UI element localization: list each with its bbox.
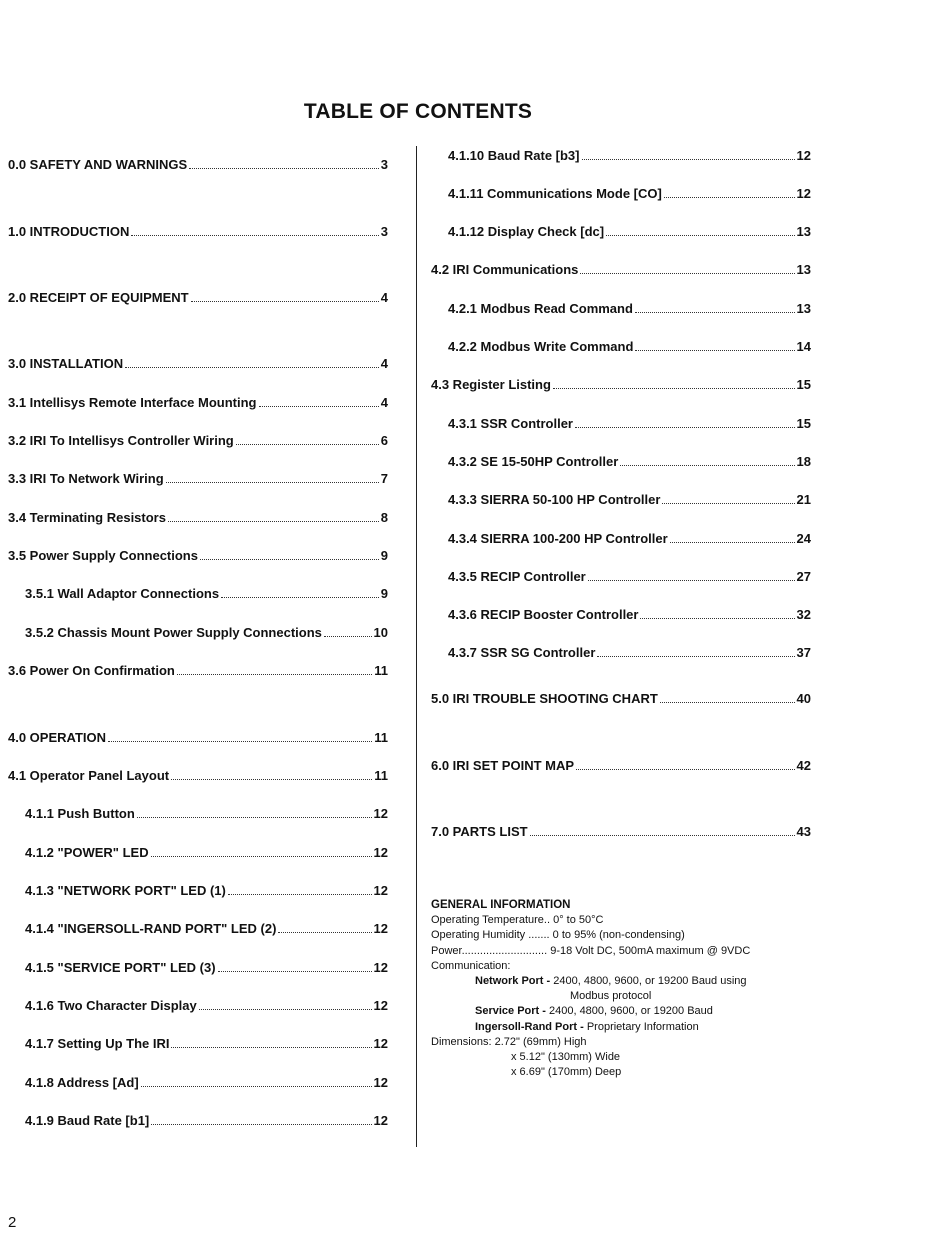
toc-entry-page: 11 [374, 768, 388, 783]
toc-entry-label: 4.1.12 Display Check [dc] [448, 224, 605, 239]
toc-entry-label: 4.1.2 "POWER" LED [25, 845, 149, 860]
right-toc-entry[interactable] [431, 262, 811, 278]
toc-entry-label: 4.2 IRI Communications [431, 262, 579, 277]
toc-entry-page: 27 [796, 569, 811, 584]
dot-leader [635, 301, 795, 313]
toc-entry-page: 21 [796, 492, 811, 507]
power-value: 9-18 Volt DC, 500mA maximum @ 9VDC [550, 944, 751, 957]
left-toc-entry[interactable] [25, 845, 388, 861]
dot-leader [171, 1036, 371, 1048]
network-port-value-2: Modbus protocol [570, 990, 652, 1003]
right-toc-entry[interactable] [448, 148, 811, 164]
general-info-heading: GENERAL INFORMATION [431, 899, 571, 911]
toc-entry-label: 4.1.5 "SERVICE PORT" LED (3) [25, 960, 216, 975]
power-row [431, 944, 750, 959]
left-toc-entry[interactable] [25, 1036, 388, 1052]
left-toc-entry[interactable] [25, 960, 388, 976]
dot-leader [151, 1113, 371, 1125]
toc-entry-page: 7 [380, 471, 388, 486]
toc-entry-label: 3.4 Terminating Resistors [8, 510, 166, 525]
left-toc-entry[interactable] [25, 1075, 388, 1091]
right-toc-entry[interactable] [448, 531, 811, 547]
ingersoll-rand-port-row [431, 1020, 750, 1035]
right-toc-entry[interactable] [448, 645, 811, 661]
left-toc-entry[interactable] [8, 433, 388, 449]
right-toc-entry[interactable] [448, 416, 811, 432]
left-toc-entry[interactable] [8, 471, 388, 487]
left-toc-entry[interactable] [8, 663, 388, 679]
dot-leader [597, 645, 794, 657]
toc-entry-label: 3.3 IRI To Network Wiring [8, 471, 164, 486]
toc-entry-page: 12 [373, 960, 388, 975]
toc-entry-label: 4.3 Register Listing [431, 377, 551, 392]
dot-leader [606, 224, 794, 236]
right-toc-entry[interactable] [431, 758, 811, 774]
dot-leader [620, 454, 794, 466]
toc-entry-page: 8 [380, 510, 388, 525]
operating-temperature-row [431, 913, 750, 928]
toc-entry-label: 4.1.1 Push Button [25, 806, 135, 821]
dot-leader [125, 356, 379, 368]
dimensions-label: Dimensions: [431, 1035, 492, 1048]
dot-leader [553, 377, 795, 389]
communication-label: Communication: [431, 959, 511, 972]
toc-entry-page: 3 [380, 157, 388, 172]
dot-leader [189, 157, 379, 169]
dot-leader [635, 339, 794, 351]
toc-entry-label: 4.1.11 Communications Mode [CO] [448, 186, 662, 201]
toc-entry-label: 4.1.9 Baud Rate [b1] [25, 1113, 150, 1128]
toc-entry-page: 12 [373, 1113, 388, 1128]
dot-leader [588, 569, 795, 581]
toc-entry-page: 9 [380, 548, 388, 563]
dot-leader [530, 824, 795, 836]
dot-leader [151, 845, 372, 857]
toc-entry-label: 1.0 INTRODUCTION [8, 224, 130, 239]
toc-entry-page: 43 [796, 824, 811, 839]
toc-entry-label: 4.1.3 "NETWORK PORT" LED (1) [25, 883, 226, 898]
ingersoll-rand-port-label: Ingersoll-Rand Port - [475, 1020, 584, 1033]
toc-entry-page: 14 [796, 339, 811, 354]
service-port-row [431, 1004, 750, 1019]
dot-leader [576, 758, 795, 770]
dot-leader [580, 262, 794, 274]
toc-entry-label: 0.0 SAFETY AND WARNINGS [8, 157, 188, 172]
toc-entry-label: 4.1 Operator Panel Layout [8, 768, 170, 783]
left-toc-entry[interactable] [8, 224, 388, 240]
toc-entry-label: 4.1.4 "INGERSOLL-RAND PORT" LED (2) [25, 921, 277, 936]
toc-entry-label: 4.1.8 Address [Ad] [25, 1075, 139, 1090]
service-port-label: Service Port - [475, 1005, 546, 1018]
left-toc-entry[interactable] [8, 510, 388, 526]
toc-entry-label: 6.0 IRI SET POINT MAP [431, 758, 575, 773]
left-toc-entry[interactable] [25, 625, 388, 641]
toc-entry-label: 2.0 RECEIPT OF EQUIPMENT [8, 290, 189, 305]
toc-entry-page: 15 [796, 416, 811, 431]
column-divider [416, 146, 417, 1147]
toc-entry-page: 4 [380, 290, 388, 305]
dot-leader [664, 186, 795, 198]
right-toc-entry[interactable] [448, 224, 811, 240]
dot-leader [228, 883, 372, 895]
left-toc-entry[interactable] [8, 157, 388, 173]
left-toc-entry[interactable] [8, 548, 388, 564]
operating-humidity-row [431, 928, 750, 943]
dot-leader [575, 416, 795, 428]
dot-leader [236, 433, 379, 445]
toc-entry-page: 12 [796, 148, 811, 163]
right-toc-entry[interactable] [448, 301, 811, 317]
toc-entry-label: 4.3.3 SIERRA 50-100 HP Controller [448, 492, 661, 507]
left-toc-entry[interactable] [25, 586, 388, 602]
right-toc-entry[interactable] [448, 339, 811, 355]
dot-leader [221, 586, 379, 598]
toc-entry-page: 3 [380, 224, 388, 239]
network-port-row [431, 974, 750, 989]
dimensions-high: 2.72" (69mm) High [494, 1035, 587, 1048]
toc-entry-page: 13 [796, 301, 811, 316]
toc-entry-page: 12 [373, 806, 388, 821]
network-port-value: 2400, 4800, 9600, or 19200 Baud using [553, 975, 747, 988]
toc-entry-page: 12 [373, 998, 388, 1013]
ingersoll-rand-port-value: Proprietary Information [586, 1020, 699, 1033]
toc-entry-page: 6 [380, 433, 388, 448]
toc-entry-label: 3.5.1 Wall Adaptor Connections [25, 586, 220, 601]
toc-entry-label: 5.0 IRI TROUBLE SHOOTING CHART [431, 691, 658, 706]
toc-entry-label: 3.0 INSTALLATION [8, 356, 124, 371]
toc-entry-label: 4.1.6 Two Character Display [25, 998, 197, 1013]
right-toc-entry[interactable] [448, 454, 811, 470]
toc-entry-page: 13 [796, 224, 811, 239]
dot-leader [200, 548, 379, 560]
toc-entry-label: 3.5.2 Chassis Mount Power Supply Connections [25, 625, 322, 640]
toc-entry-page: 11 [374, 663, 388, 678]
dimensions-deep: x 6.69" (170mm) Deep [511, 1066, 622, 1079]
dot-leader [660, 691, 795, 703]
toc-entry-page: 11 [374, 730, 388, 745]
service-port-value: 2400, 4800, 9600, or 19200 Baud [548, 1005, 713, 1018]
page-number: 2 [8, 1214, 17, 1231]
toc-entry-label: 3.2 IRI To Intellisys Controller Wiring [8, 433, 234, 448]
left-toc-entry[interactable] [25, 1113, 388, 1129]
toc-entry-label: 4.3.2 SE 15-50HP Controller [448, 454, 619, 469]
toc-entry-label: 4.2.2 Modbus Write Command [448, 339, 634, 354]
toc-entry-page: 4 [380, 356, 388, 371]
dot-leader [131, 224, 378, 236]
toc-entry-label: 4.3.7 SSR SG Controller [448, 645, 596, 660]
operating-temperature-label: Operating Temperature.. [431, 914, 551, 927]
dot-leader [259, 395, 379, 407]
toc-entry-label: 4.1.7 Setting Up The IRI [25, 1036, 170, 1051]
left-toc-entry[interactable] [25, 806, 388, 822]
toc-entry-label: 4.3.6 RECIP Booster Controller [448, 607, 639, 622]
left-toc-entry[interactable] [8, 395, 388, 411]
toc-entry-page: 24 [796, 531, 811, 546]
right-toc-entry[interactable] [448, 607, 811, 623]
network-port-label: Network Port - [475, 975, 551, 988]
dot-leader [640, 607, 794, 619]
toc-entry-label: 4.0 OPERATION [8, 730, 107, 745]
dot-leader [171, 768, 372, 780]
left-toc-entry[interactable] [8, 768, 388, 784]
dot-leader [662, 492, 794, 504]
toc-entry-label: 4.2.1 Modbus Read Command [448, 301, 633, 316]
dot-leader [199, 998, 372, 1010]
dot-leader [324, 625, 372, 637]
toc-entry-label: 4.3.4 SIERRA 100-200 HP Controller [448, 531, 668, 546]
general-information [431, 898, 750, 1080]
right-toc-entry[interactable] [431, 377, 811, 393]
right-toc-entry[interactable] [431, 691, 811, 707]
toc-entry-label: 4.1.10 Baud Rate [b3] [448, 148, 580, 163]
toc-entry-page: 32 [796, 607, 811, 622]
toc-entry-page: 12 [373, 883, 388, 898]
power-label: Power............................ [431, 944, 548, 957]
dimensions-wide: x 5.12" (130mm) Wide [511, 1051, 621, 1064]
toc-entry-page: 12 [373, 845, 388, 860]
toc-entry-page: 40 [796, 691, 811, 706]
toc-entry-page: 13 [796, 262, 811, 277]
dot-leader [108, 730, 372, 742]
operating-humidity-label: Operating Humidity ....... [431, 929, 550, 942]
toc-entry-page: 12 [796, 186, 811, 201]
dot-leader [168, 510, 379, 522]
dot-leader [191, 290, 379, 302]
dimensions-row [431, 1035, 750, 1050]
operating-temperature-value: 0° to 50°C [553, 914, 604, 927]
left-toc-entry[interactable] [8, 290, 388, 306]
dot-leader [582, 148, 795, 160]
dot-leader [218, 960, 372, 972]
toc-entry-page: 18 [796, 454, 811, 469]
toc-entry-page: 12 [373, 1075, 388, 1090]
toc-entry-page: 37 [796, 645, 811, 660]
right-toc-entry[interactable] [448, 492, 811, 508]
toc-entry-label: 4.3.1 SSR Controller [448, 416, 573, 431]
toc-entry-label: 7.0 PARTS LIST [431, 824, 528, 839]
left-toc-entry[interactable] [25, 883, 388, 899]
left-toc-entry[interactable] [8, 356, 388, 372]
dot-leader [141, 1075, 372, 1087]
toc-entry-page: 9 [380, 586, 388, 601]
page-title: TABLE OF CONTENTS [303, 100, 533, 123]
toc-entry-page: 12 [373, 921, 388, 936]
toc-entry-label: 3.5 Power Supply Connections [8, 548, 198, 563]
toc-entry-label: 3.1 Intellisys Remote Interface Mounting [8, 395, 257, 410]
dot-leader [166, 471, 379, 483]
toc-entry-page: 12 [373, 1036, 388, 1051]
toc-entry-label: 4.3.5 RECIP Controller [448, 569, 586, 584]
left-toc-entry[interactable] [25, 921, 388, 937]
dot-leader [177, 663, 372, 675]
right-toc-entry[interactable] [448, 186, 811, 202]
dot-leader [278, 921, 371, 933]
toc-entry-page: 10 [373, 625, 388, 640]
left-toc-entry[interactable] [8, 730, 388, 746]
operating-humidity-value: 0 to 95% (non-condensing) [552, 929, 685, 942]
toc-entry-page: 4 [380, 395, 388, 410]
left-toc-entry[interactable] [25, 998, 388, 1014]
toc-entry-label: 3.6 Power On Confirmation [8, 663, 175, 678]
toc-entry-page: 42 [796, 758, 811, 773]
toc-entry-page: 15 [796, 377, 811, 392]
dot-leader [137, 806, 372, 818]
dot-leader [670, 531, 795, 543]
right-toc-entry[interactable] [448, 569, 811, 585]
right-toc-entry[interactable] [431, 824, 811, 840]
